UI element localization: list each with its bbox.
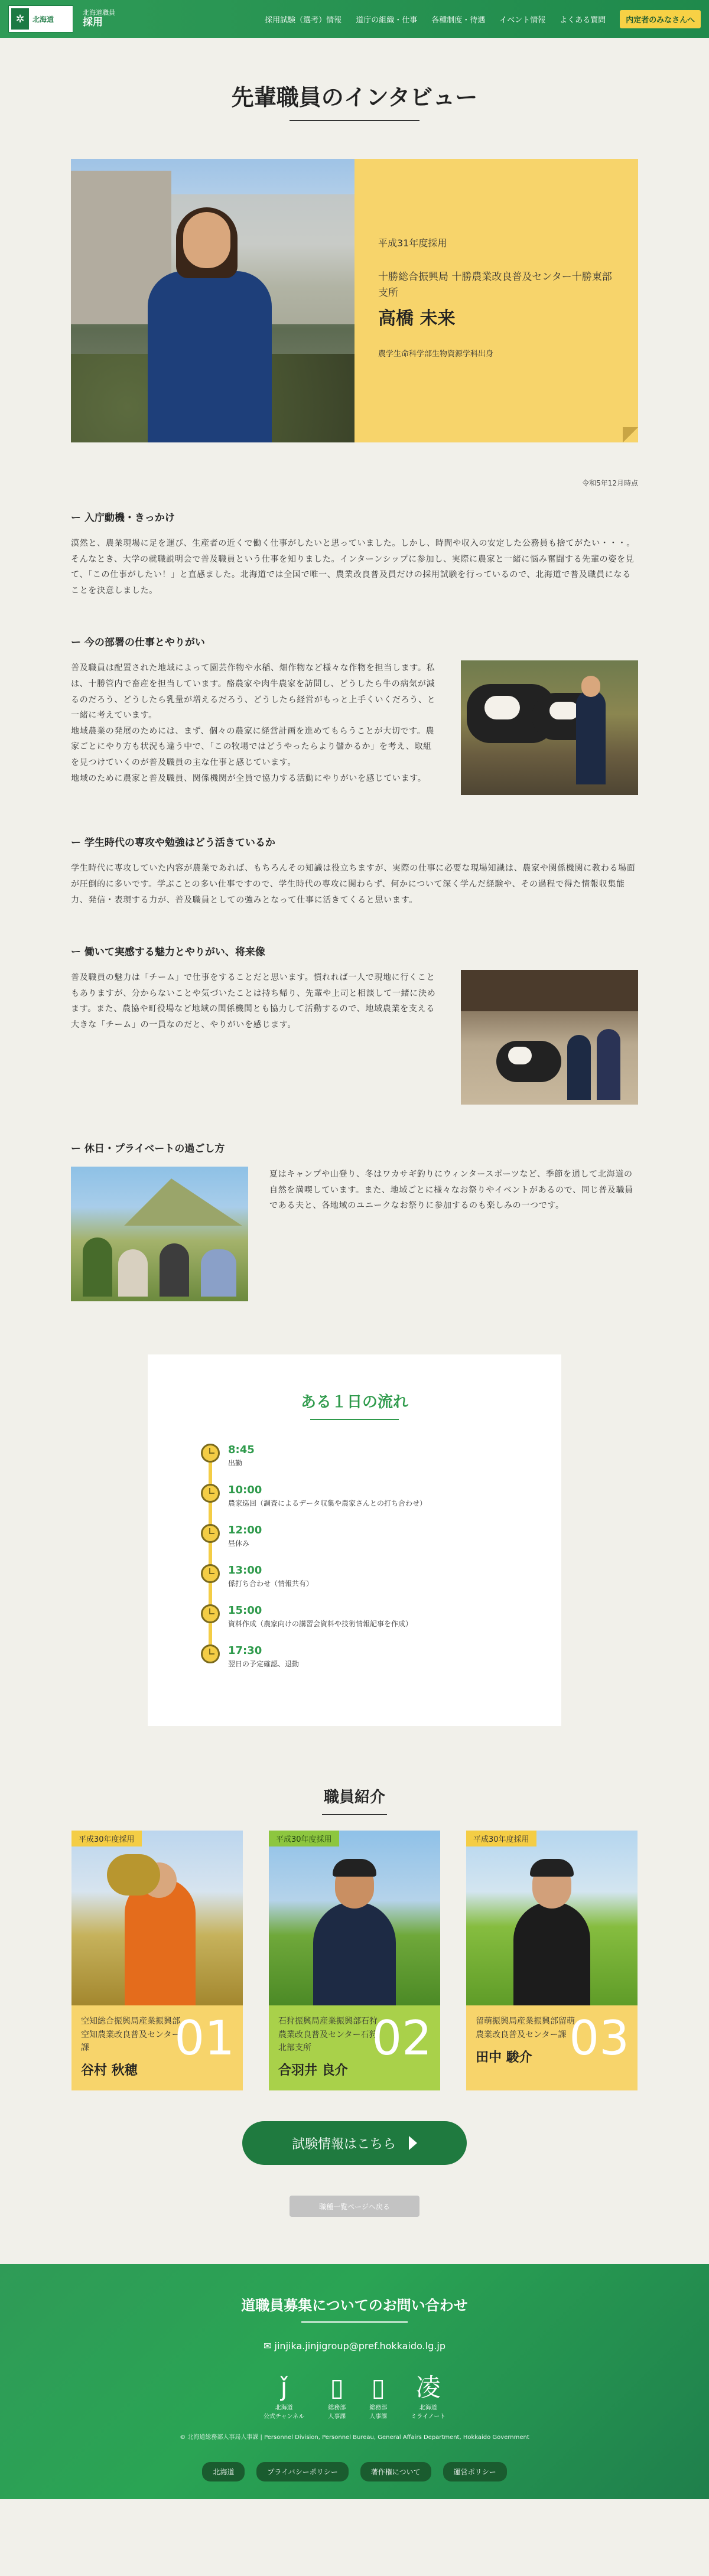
staff-dept: 石狩振興局産業振興部石狩農業改良普及センター石狩北部支所	[278, 2017, 378, 2053]
nav-systems[interactable]: 各種制度・待遇	[431, 15, 486, 25]
exam-info-label: 試験情報はこちら	[291, 2137, 396, 2152]
profile-school: 農学生命科学部生物資源学科出身	[378, 350, 494, 359]
document-icon: ▯	[371, 2373, 385, 2402]
schedule-item	[201, 1444, 561, 1472]
section-body: 普及職員は配置された地域によって園芸作物や水稲、畑作物など様々な作物を担当します。私は、十勝管内で畜産を担当しています。酪農家や肉牛農家を訪問し、どうしたら牛の病気が減るのだろう、どうしたら乳量が増えるだろう、どうしたら経営がもっと上手くいくだろう、と一緒に考えています。 地域農業の発展のためには、まず、個々の農家に経営計画を進めてもらうことが大切です。農家ごとにやり方も状況も違う中で、「この牧場ではどうやったらより儲かるか」を考え、取組を見つけていくのが普及職員の主な仕事と感じています。 地域のために農家と普及職員、関係機関が全員で協力する活動にやりがいを感じています。	[71, 663, 436, 783]
staff-card[interactable]	[269, 1831, 440, 2090]
schedule-item	[201, 1484, 561, 1512]
staff-info	[466, 2005, 638, 2090]
profile-block	[71, 159, 638, 442]
exam-info-button[interactable]	[242, 2121, 467, 2165]
section-heading: ー 入庁動機・きっかけ	[71, 512, 175, 524]
hokkaido-emblem-icon: ✲	[11, 8, 29, 30]
staff-badge: 平成30年度採用	[269, 1831, 339, 1846]
channel-icon: ǰ	[280, 2373, 288, 2402]
footer-title: 道職員募集についてのお問い合わせ	[241, 2297, 468, 2314]
clock-icon	[201, 1524, 220, 1543]
section-heading: ー 休日・プライベートの過ごし方	[71, 1143, 225, 1155]
clock-icon	[201, 1644, 220, 1663]
staff-info	[269, 2005, 440, 2090]
staff-number: 03	[569, 2011, 629, 2066]
staff-photo	[269, 1831, 440, 2005]
schedule-desc: 資料作成（農家向けの講習会資料や技術情報記事を作成）	[228, 1620, 413, 1629]
footer-icon-label: 総務部 人事課	[369, 2405, 388, 2421]
global-nav	[265, 10, 701, 28]
page-title: 先輩職員のインタビュー	[231, 84, 478, 110]
schedule-item	[201, 1604, 561, 1633]
staff-card[interactable]	[71, 1831, 243, 2090]
title-underline	[290, 120, 419, 121]
profile-photo	[71, 159, 354, 442]
schedule-desc: 出勤	[228, 1459, 243, 1468]
staff-section-title: 職員紹介	[323, 1789, 385, 1807]
youtube-channel-link[interactable]	[264, 2375, 304, 2420]
schedule-desc: 昼休み	[228, 1539, 250, 1548]
clock-icon	[201, 1564, 220, 1583]
daily-schedule	[148, 1354, 561, 1726]
footer-link-privacy[interactable]: プライバシーポリシー	[256, 2462, 348, 2481]
staff-badge: 平成30年度採用	[466, 1831, 536, 1846]
mail-icon: ✉	[264, 2340, 275, 2352]
nav-organization[interactable]: 道庁の組織・仕事	[356, 15, 418, 25]
schedule-item	[201, 1524, 561, 1552]
section-motivation	[71, 509, 638, 598]
staff-card[interactable]	[466, 1831, 638, 2090]
schedule-desc: 係打ち合わせ（情報共有）	[228, 1580, 314, 1588]
site-title-sub: 北海道職員	[83, 9, 115, 17]
footer-icon-label: 北海道 ミライノート	[411, 2405, 446, 2421]
clock-icon	[201, 1444, 220, 1463]
staff-name: 谷村 秋穂	[81, 2063, 138, 2079]
section-body: 普及職員の魅力は「チーム」で仕事をすることだと思います。慣れれば一人で現地に行くこともありますが、分からないことや気づいたことは持ち帰り、先輩や上司と相談して一緒に決めます。また、農協や町役場など地域の関係機関とも協力して活動するので、地域農業を支える大きな「チーム」の一員なのだと、やりがいを感じます。	[71, 973, 436, 1030]
profile-year: 平成31年度採用	[378, 237, 447, 249]
site-title-main: 採用	[83, 17, 103, 29]
site-title[interactable]	[83, 9, 115, 29]
profile-info	[354, 159, 638, 442]
site-footer	[0, 2264, 709, 2499]
section-current-job	[71, 634, 638, 795]
personnel-link-2[interactable]	[369, 2375, 387, 2420]
nav-cta-naiteisha[interactable]: 内定者のみなさんへ	[620, 10, 701, 28]
site-logo[interactable]	[8, 5, 73, 32]
nav-exam-info[interactable]: 採用試験（選考）情報	[265, 15, 342, 25]
schedule-time: 8:45	[228, 1444, 255, 1457]
footer-email[interactable]	[0, 2340, 709, 2352]
schedule-desc: 農家巡回（調査によるデータ収集や農家さんとの打ち合わせ）	[228, 1499, 427, 1508]
staff-name: 合羽井 良介	[278, 2063, 348, 2079]
schedule-title: ある１日の流れ	[300, 1393, 408, 1412]
camping-photo	[71, 1167, 248, 1301]
corner-fold	[623, 427, 638, 442]
staff-photo	[466, 1831, 638, 2005]
mirai-note-icon: 凌	[415, 2373, 441, 2402]
footer-icon-label: 北海道 公式チャンネル	[263, 2405, 305, 2421]
staff-badge: 平成30年度採用	[71, 1831, 142, 1846]
nav-faq[interactable]: よくある質問	[560, 15, 606, 25]
footer-icon-label: 総務部 人事課	[328, 2405, 346, 2421]
mirai-note-link[interactable]	[411, 2375, 445, 2420]
clock-icon	[201, 1484, 220, 1503]
footer-link-policy[interactable]: 運営ポリシー	[443, 2462, 507, 2481]
staff-number: 02	[372, 2011, 432, 2066]
staff-info	[71, 2005, 243, 2090]
staff-name: 田中 駿介	[476, 2050, 532, 2065]
section-body: 学生時代に専攻していた内容が農業であれば、もちろんその知識は役立ちますが、実際の仕事に必要な現場知識は、農家や関係機関に教わる場面が圧倒的に多いです。学ぶことの多い仕事ですので、学生時代の専攻に関わらず、何かについて深く学んだ経験や、その過程で得た情報収集能力、発信・表現する力が、普及職員としての強みとなって仕事に活きてくると思います。	[71, 864, 636, 905]
schedule-desc: 翌日の予定確認、退勤	[228, 1660, 300, 1669]
schedule-time: 10:00	[228, 1484, 262, 1497]
schedule-item	[201, 1564, 561, 1593]
site-header	[0, 0, 709, 38]
section-studies	[71, 834, 638, 908]
section-heading: ー 学生時代の専攻や勉強はどう活きているか	[71, 837, 275, 849]
staff-grid	[71, 1831, 638, 2090]
footer-sns	[0, 2375, 709, 2420]
staff-dept: 留萌振興局産業振興部留萌農業改良普及センター課	[476, 2017, 575, 2040]
staff-number: 01	[174, 2011, 235, 2066]
section-appeal	[71, 943, 638, 1105]
schedule-time: 12:00	[228, 1524, 262, 1537]
schedule-list	[201, 1444, 561, 1673]
arrow-right-icon	[409, 2136, 417, 2150]
barn-photo	[461, 970, 638, 1105]
back-to-list-button[interactable]: 職種一覧ページへ戻る	[290, 2196, 419, 2217]
logo-text: 北海道	[32, 15, 54, 24]
cow-photo	[461, 660, 638, 795]
section-body: 漠然と、農業現場に足を運び、生産者の近くで働く仕事がしたいと思っていました。しかし、時間や収入の安定した公務員も捨てがたい・・・。そんなとき、大学の就職説明会で普及職員という仕事を知りました。インターンシップに参加し、実際に農家と一緒に悩み奮闘する先輩の姿を見て、「この仕事がしたい！」と直感ました。北海道では全国で唯一、農業改良普及員だけの採用試験を行っているので、北海道で普及職員になることを決意しました。	[71, 539, 635, 595]
staff-dept: 空知総合振興局産業振興部空知農業改良普及センター課	[81, 2017, 180, 2053]
footer-email-address: jinjika.jinjigroup@pref.hokkaido.lg.jp	[274, 2340, 445, 2352]
section-heading: ー 今の部署の仕事とやりがい	[71, 637, 205, 649]
section-body: 夏はキャンプや山登り、冬はワカサギ釣りにウィンタースポーツなど、季節を通して北海道の自然を満喫しています。また、地域ごとに様々なお祭りやイベントがあるので、同じ普及職員である夫と、各地域のユニークなお祭りに参加するのも楽しみの一つです。	[269, 1170, 633, 1211]
section-heading: ー 働いて実感する魅力とやりがい、将来像	[71, 946, 265, 959]
schedule-time: 13:00	[228, 1564, 262, 1577]
document-icon: ▯	[330, 2373, 344, 2402]
interview-date: 令和5年12月時点	[582, 479, 638, 487]
footer-credit: © 北海道総務部人事局人事課 | Personnel Division, Personnel Bureau, General Affairs Department, Hokkaido Government	[180, 2434, 529, 2441]
footer-link-hokkaido[interactable]: 北海道	[202, 2462, 245, 2481]
clock-icon	[201, 1604, 220, 1623]
profile-dept: 十勝総合振興局 十勝農業改良普及センター十勝東部支所	[378, 271, 612, 299]
schedule-time: 17:30	[228, 1644, 262, 1657]
staff-photo	[71, 1831, 243, 2005]
footer-link-copyright[interactable]: 著作権について	[360, 2462, 431, 2481]
nav-events[interactable]: イベント情報	[499, 15, 546, 25]
footer-links	[0, 2462, 709, 2481]
section-private	[71, 1140, 638, 1301]
profile-name: 高橋 未来	[378, 308, 456, 330]
schedule-item	[201, 1644, 561, 1673]
personnel-link-1[interactable]	[328, 2375, 346, 2420]
schedule-time: 15:00	[228, 1604, 262, 1617]
